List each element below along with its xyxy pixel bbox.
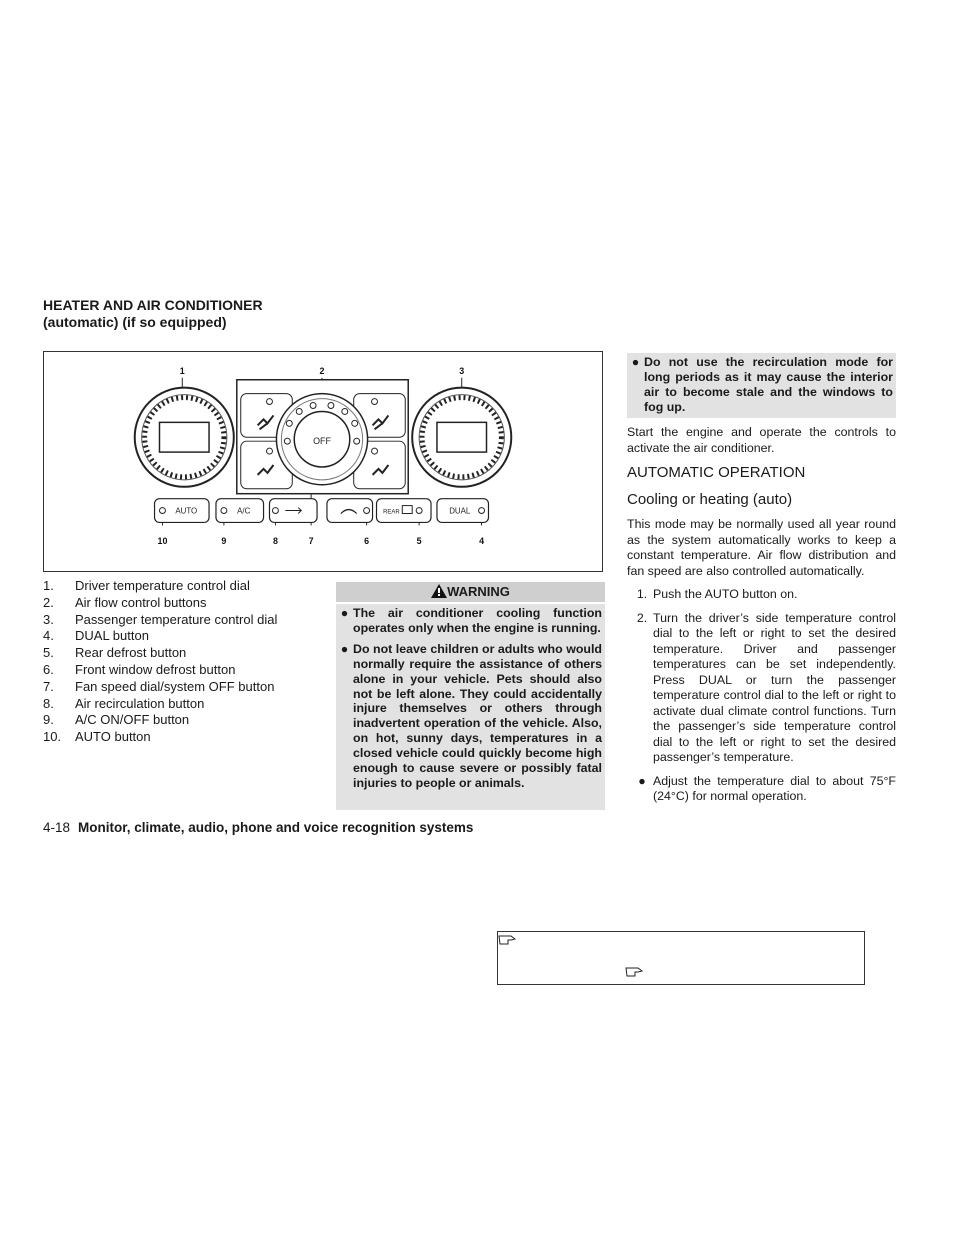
section-title: HEATER AND AIR CONDITIONER <box>43 297 263 313</box>
section-title-block <box>43 297 263 331</box>
auto-button-label: AUTO <box>175 506 198 516</box>
page-footer <box>43 820 473 835</box>
legend-item: 4. DUAL button <box>43 628 149 644</box>
pointing-hand-icon <box>498 934 516 946</box>
warning-heading <box>336 582 605 602</box>
cooling-heating-subheading: Cooling or heating (auto) <box>627 491 793 508</box>
bullet-icon: ● <box>638 773 646 788</box>
callout-6: 6 <box>364 536 370 547</box>
dual-button-label: DUAL <box>449 506 471 516</box>
bullet-icon: ● <box>340 641 349 656</box>
chapter-title: Monitor, climate, audio, phone and voice recognition systems <box>78 820 474 835</box>
section-subtitle: (automatic) (if so equipped) <box>43 314 227 330</box>
ac-button-label: A/C <box>237 506 251 516</box>
callout-7: 7 <box>308 536 314 547</box>
passenger-temp-dial <box>412 388 511 487</box>
climate-panel-illustration <box>44 352 602 571</box>
operation-steps <box>627 587 896 813</box>
legend-item: 1. Driver temperature control dial <box>43 578 250 593</box>
callout-4: 4 <box>479 536 485 547</box>
legend-item: 5. Rear defrost button <box>43 645 187 661</box>
warning-bullet: ● Do not leave children or adults who would normally require the assistance of others alone in your vehicle. Pets should also not be left alone. They could accidentally injure themselves or others through inadvertent operation of the vehicle. Also, on hot, sunny days, temperatures in a closed vehicle could quickly become high enough to cause severe or possibly fatal injuries to people or animals. <box>336 642 602 791</box>
callout-1: 1 <box>179 365 185 376</box>
page-number: 4-18 <box>43 820 71 835</box>
mode-paragraph: This mode may be normally used all year round as the system automatically works to keep a constant temperature. Air flow distribution and fan speed are also controlled automatically. <box>627 517 896 578</box>
rear-button-label: REAR <box>383 509 400 516</box>
warning-box <box>336 604 605 810</box>
pointing-hand-icon <box>625 966 643 978</box>
callout-10: 10 <box>157 536 168 547</box>
legend-item: 10. AUTO button <box>43 729 151 745</box>
intro-paragraph: Start the engine and operate the controls to activate the air conditioner. <box>627 425 896 455</box>
warning-triangle-icon <box>431 584 447 598</box>
driver-temp-dial <box>135 388 234 487</box>
callout-2: 2 <box>319 365 325 376</box>
legend-item: 8. Air recirculation button <box>43 695 205 711</box>
legend-item: 3. Passenger temperature control dial <box>43 611 278 627</box>
callout-8: 8 <box>272 536 278 547</box>
climate-panel-figure <box>43 351 603 572</box>
warning-heading-text: WARNING <box>447 584 510 599</box>
bullet-icon: ● <box>631 355 640 369</box>
warning-bullet: ● The air conditioner cooling function operates only when the engine is running. <box>336 606 602 636</box>
callout-5: 5 <box>416 536 422 547</box>
figure-legend <box>43 578 323 746</box>
legend-item: 7. Fan speed dial/system OFF button <box>43 678 275 694</box>
legend-item: 6. Front window defrost button <box>43 661 236 677</box>
airflow-control-block <box>237 380 408 494</box>
callout-3: 3 <box>459 365 465 376</box>
step-item: 2. Turn the driver’s side temperature control dial to the left or right to set the desired temperature. Driver and passenger temperatures can be set independently. Press DUAL or turn the passenger temperature control dial to the left or right to activate dual climate control functions. Turn the passenger’s side temperature control dial to the left or right to set the desired passenger’s temperature. <box>636 610 896 764</box>
recirc-caution-box <box>627 353 896 418</box>
recirc-bullet: ● Do not use the recirculation mode for long periods as it may cause the interior air to become stale and the windows to fog up. <box>627 355 893 415</box>
bullet-icon: ● <box>340 606 349 620</box>
reference-note-box <box>497 931 865 985</box>
legend-item: 2. Air flow control buttons <box>43 594 207 610</box>
automatic-operation-heading: AUTOMATIC OPERATION <box>627 464 806 481</box>
callout-9: 9 <box>221 536 227 547</box>
off-button-label: OFF <box>313 436 331 447</box>
legend-item: 9. A/C ON/OFF button <box>43 712 190 728</box>
step-item: 1. Push the AUTO button on. <box>636 587 798 601</box>
step-bullet: ● Adjust the temperature dial to about 75°F (24°C) for normal operation. <box>627 774 896 805</box>
